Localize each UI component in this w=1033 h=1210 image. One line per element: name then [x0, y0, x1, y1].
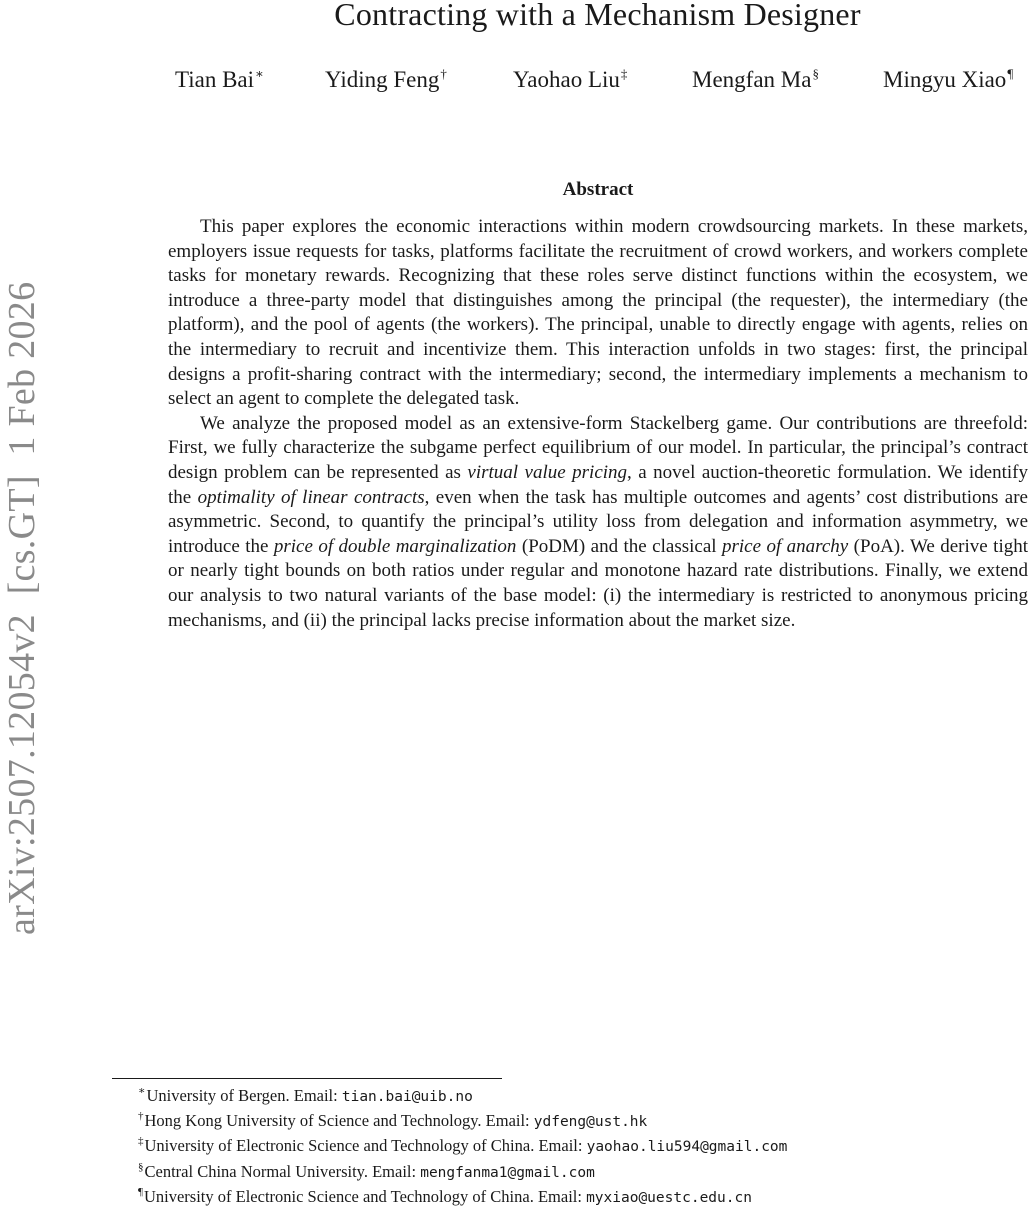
abstract-paragraph-2	[168, 412, 1028, 633]
author-mark: §	[812, 66, 819, 81]
abstract-text: , even when the task has multiple outcomes and agents’ cost distributions are asymmetric. Second, to quantify the principal’s utility loss from delegation and information asymmetry, we introduce the	[168, 486, 1028, 557]
footnote-mark: ¶	[138, 1185, 143, 1198]
author-name: Yaohao Liu	[513, 67, 620, 92]
footnotes	[138, 1084, 1028, 1210]
footnote-affiliation: University of Electronic Science and Technology of China. Email:	[143, 1186, 587, 1206]
footnote-mark: §	[138, 1160, 144, 1173]
abstract-emphasis: price of anarchy	[721, 535, 849, 557]
author-mark: ‡	[620, 66, 628, 81]
footnote-email: tian.bai@uib.no	[341, 1089, 473, 1105]
author-1	[175, 65, 264, 95]
author-5	[883, 65, 1013, 95]
author-4	[692, 65, 819, 95]
author-name: Tian Bai	[175, 67, 255, 92]
footnote-email: mengfanma1@gmail.com	[420, 1164, 595, 1181]
author-mark: ¶	[1007, 66, 1014, 81]
footnote-mark: †	[138, 1110, 144, 1123]
abstract-text: We analyze the proposed model as an extensive-form Stackelberg game. Our contributions are threefold: First, we fully characterize the subgame perfect equilibrium of our model. In particular, the principal’s contract design problem can be represented as	[168, 412, 1028, 483]
abstract-heading: Abstract	[562, 179, 634, 200]
footnote-mark: ‡	[138, 1135, 144, 1148]
footnote-affiliation: Central China Normal University. Email:	[144, 1161, 421, 1181]
footnote-5	[138, 1185, 1028, 1210]
footnote-1	[138, 1084, 1028, 1109]
abstract-text: (PoDM) and the classical	[516, 535, 722, 557]
footnote-3	[138, 1134, 1028, 1159]
footnote-mark: ∗	[138, 1085, 146, 1097]
author-mark: ∗	[255, 66, 264, 81]
abstract-body	[168, 215, 1028, 633]
author-name: Mingyu Xiao	[883, 67, 1007, 92]
footnote-affiliation: University of Electronic Science and Technology of China. Email:	[144, 1136, 587, 1156]
footnote-email: yaohao.liu594@gmail.com	[586, 1139, 788, 1156]
footnote-email: ydfeng@ust.hk	[533, 1114, 648, 1131]
abstract-text: , a novel auction-theoretic formulation. We identify the	[168, 461, 1028, 508]
abstract-text: (PoA). We derive tight or nearly tight bounds on both ratios under regular and monotone hazard rate distributions. Finally, we extend our analysis to two natural variants of the base model: (i) the intermediary is restricted to anonymous pricing mechanisms, and (ii) the principal lacks precise information about the market size.	[168, 535, 1029, 631]
abstract-emphasis: price of double marginalization	[273, 535, 517, 557]
author-3	[513, 65, 627, 95]
author-list	[0, 65, 1033, 97]
footnote-email: myxiao@uestc.edu.cn	[586, 1189, 752, 1206]
author-2	[325, 65, 447, 95]
footnote-divider	[112, 1078, 502, 1079]
author-name: Yiding Feng	[325, 67, 440, 92]
author-mark: †	[440, 66, 447, 81]
footnote-affiliation: University of Bergen. Email:	[146, 1086, 342, 1105]
abstract-emphasis: virtual value pricing	[467, 461, 628, 483]
abstract-emphasis: optimality of linear contracts	[197, 486, 425, 508]
footnote-2	[138, 1109, 1028, 1134]
footnote-4	[138, 1160, 1028, 1185]
arxiv-identifier-stamp: arXiv:2507.12054v2 [cs.GT] 1 Feb 2026	[1, 281, 43, 935]
abstract-paragraph-1: This paper explores the economic interactions within modern crowdsourcing markets. In these markets, employers issue requests for tasks, platforms facilitate the recruitment of crowd workers, and workers complete tasks for monetary rewards. Recognizing that these roles serve distinct functions within the ecosystem, we introduce a three-party model that distinguishes among the principal (the requester), the intermediary (the platform), and the pool of agents (the workers). The principal, unable to directly engage with agents, relies on the intermediary to recruit and incentivize them. This interaction unfolds in two stages: first, the principal designs a profit-sharing contract with the intermediary; second, the intermediary implements a mechanism to select an agent to complete the delegated task.	[168, 216, 1028, 410]
paper-title: Contracting with a Mechanism Designer	[334, 0, 861, 32]
footnote-affiliation: Hong Kong University of Science and Technology. Email:	[144, 1111, 534, 1131]
author-name: Mengfan Ma	[692, 67, 812, 92]
